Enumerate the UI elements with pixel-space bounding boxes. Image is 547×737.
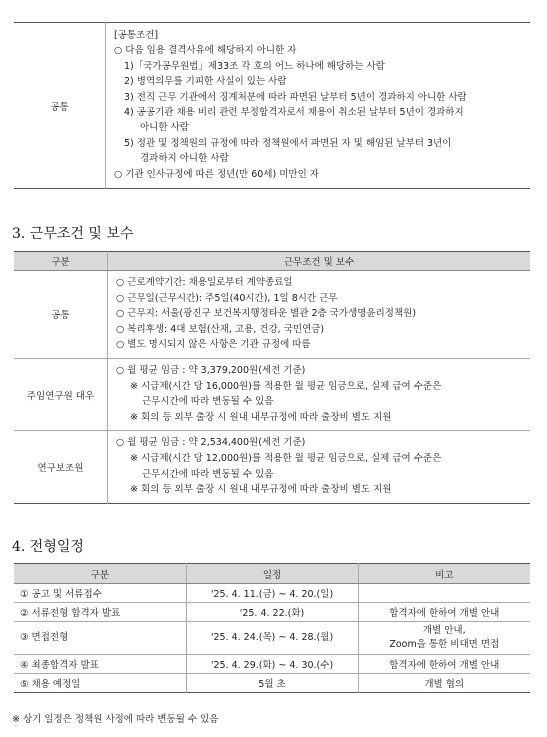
schedule-note: 개별 협의 bbox=[424, 679, 465, 690]
row-label-senior-researcher: 주임연구원 대우 bbox=[14, 358, 108, 430]
schedule-row bbox=[14, 655, 530, 674]
row-label-common: 공통 bbox=[14, 271, 108, 359]
schedule-date: '25. 4. 29.(화) ~ 4. 30.(수) bbox=[186, 655, 358, 674]
col-header-date: 일정 bbox=[186, 564, 358, 584]
pay-line: ○ 월 평균 임금 : 약 2,534,400원(세전 기준) bbox=[116, 437, 306, 449]
travel-note: ※ 회의 등 외부 출장 시 원내 내부규정에 따라 출장비 별도 지원 bbox=[130, 411, 392, 423]
condition-item: 2) 병역의무를 기피한 사실이 있는 사람 bbox=[124, 76, 287, 88]
condition-item: 1)「국가공무원법」제33조 각 호의 어느 하나에 해당하는 사람 bbox=[124, 60, 385, 72]
senior-researcher-pay bbox=[108, 358, 531, 430]
schedule-note bbox=[358, 584, 530, 603]
research-assistant-pay bbox=[108, 431, 531, 503]
schedule-table bbox=[14, 563, 530, 693]
schedule-step: ② 서류전형 합격자 발표 bbox=[14, 603, 186, 622]
schedule-date: '25. 4. 24.(목) ~ 4. 28.(월) bbox=[186, 622, 358, 655]
schedule-step: ④ 최종합격자 발표 bbox=[14, 655, 186, 674]
common-label: 공통 bbox=[14, 23, 106, 189]
common-conditions-content bbox=[106, 23, 531, 189]
work-conditions-table bbox=[14, 251, 530, 504]
schedule-row bbox=[14, 622, 530, 655]
pay-note-cont: 근무시간에 따라 변동될 수 있음 bbox=[142, 468, 274, 480]
section3-heading: 3. 근무조건 및 보수 bbox=[12, 226, 134, 242]
schedule-step: ⑤ 채용 예정일 bbox=[14, 674, 186, 693]
condition-item: 3) 전직 근무 기관에서 징계처분에 따라 파면된 날부터 5년이 경과하지 아니한 사람 bbox=[124, 91, 467, 103]
col-header-category: 구분 bbox=[14, 252, 108, 271]
conditions-last: ○ 기관 인사규정에 따른 정년(만 60세) 미만인 자 bbox=[114, 168, 319, 180]
pay-note: ※ 시급제(시간 당 12,000원)를 적용한 월 평균 임금으로, 실제 급여 수준은 bbox=[130, 452, 442, 464]
schedule-note-line: Zoom을 통한 비대면 면접 bbox=[389, 639, 500, 650]
schedule-step: ③ 면접전형 bbox=[14, 622, 186, 655]
schedule-note-line: 개별 안내, bbox=[422, 625, 466, 636]
schedule-note: 합격자에 한하여 개별 안내 bbox=[358, 655, 530, 674]
section4-heading: 4. 전형일정 bbox=[12, 539, 84, 555]
row-label-research-assistant: 연구보조원 bbox=[14, 431, 108, 503]
condition-item: 4) 공공기관 채용 비리 관련 부정합격자로서 채용이 취소된 날부터 5년이 경과하지 bbox=[124, 107, 464, 119]
condition-line: ○ 근로계약기간: 채용일로부터 계약종료일 bbox=[116, 277, 293, 288]
condition-line: ○ 근무일(근무시간): 주5일(40시간), 1일 8시간 근무 bbox=[116, 292, 338, 304]
pay-line: ○ 월 평균 임금 : 약 3,379,200원(세전 기준) bbox=[116, 364, 306, 376]
schedule-row bbox=[14, 603, 530, 622]
schedule-step: ① 공고 및 서류접수 bbox=[14, 584, 186, 603]
condition-item-cont: 경과하지 아니한 사람 bbox=[140, 153, 229, 165]
schedule-date: 5월 초 bbox=[186, 674, 358, 693]
condition-line: ○ 근무지: 서울(광진구 보건복지행정타운 별관 2층 국가생명윤리정책원) bbox=[116, 308, 417, 320]
schedule-date: '25. 4. 11.(금) ~ 4. 20.(일) bbox=[186, 584, 358, 603]
common-conditions-table bbox=[14, 22, 530, 189]
pay-note: ※ 시급제(시간 당 16,000원)를 적용한 월 평균 임금으로, 실제 급여 수준은 bbox=[130, 380, 442, 392]
pay-note-cont: 근무시간에 따라 변동될 수 있음 bbox=[142, 396, 274, 408]
condition-item: 5) 정관 및 정책원의 규정에 따라 정책원에서 파면된 자 및 해임된 날부터 3년이 bbox=[124, 137, 452, 149]
travel-note: ※ 회의 등 외부 출장 시 원내 내부규정에 따라 출장비 별도 지원 bbox=[130, 484, 392, 496]
schedule-note bbox=[358, 622, 530, 655]
col-header-conditions: 근무조건 및 보수 bbox=[108, 252, 531, 271]
condition-item-cont: 아니한 사람 bbox=[140, 122, 189, 134]
conditions-title: [공통조건] bbox=[114, 30, 159, 41]
schedule-footnote: ※ 상기 일정은 정책원 사정에 따라 변동될 수 있음 bbox=[12, 714, 219, 725]
condition-line: ○ 복리후생: 4대 보험(산재, 고용, 건강, 국민연금) bbox=[116, 323, 325, 335]
schedule-row bbox=[14, 674, 530, 693]
common-work-conditions bbox=[108, 271, 531, 359]
col-header-note: 비고 bbox=[358, 564, 530, 584]
condition-line: ○ 별도 명시되지 않은 사항은 기관 규정에 따름 bbox=[116, 339, 311, 351]
col-header-step: 구분 bbox=[14, 564, 186, 584]
schedule-date: '25. 4. 22.(화) bbox=[186, 603, 358, 622]
conditions-intro: ○ 다음 임용 결격사유에 해당하지 아니한 자 bbox=[114, 45, 297, 57]
schedule-row bbox=[14, 584, 530, 603]
schedule-note: 합격자에 한하여 개별 안내 bbox=[358, 603, 530, 622]
